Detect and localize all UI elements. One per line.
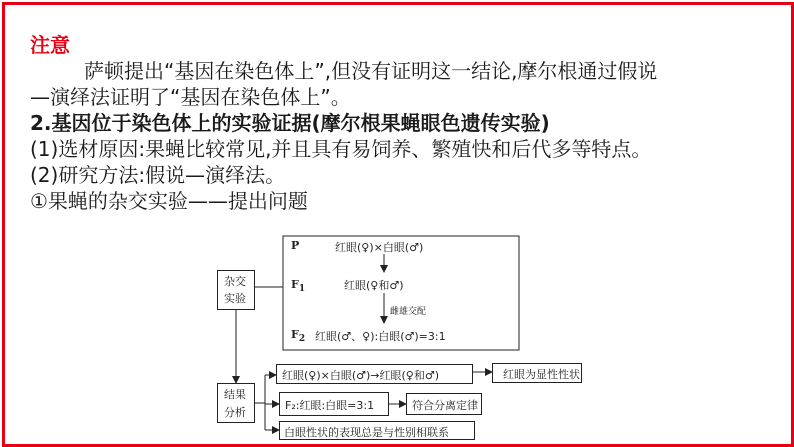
p-cross: 红眼(♀)×白眼(♂) (335, 241, 424, 254)
mating-note: 雌雄交配 (390, 307, 427, 317)
analysis-3: 白眼性状的表现总是与性别相联系 (284, 426, 449, 439)
f2-result: 红眼(♂、♀):白眼(♂)=3:1 (315, 330, 446, 343)
analysis-2: F₂:红眼:白眼=3:1 (285, 399, 375, 412)
item-research-method: (2)研究方法:假说—演绎法。 (30, 163, 286, 187)
conclusion-1: 红眼为显性性状 (503, 368, 580, 381)
result-label-1: 结果 (224, 388, 246, 401)
generation-f2: $F_2$ (291, 328, 306, 345)
sub-item-cross-experiment: ①果蝇的杂交实验——提出问题 (30, 189, 308, 213)
note-line-1: 萨顿提出“基因在染色体上”,但没有证明这一结论,摩尔根通过假说 (84, 59, 658, 83)
cross-label-2: 实验 (224, 292, 246, 305)
generation-p: P (291, 239, 300, 252)
result-label-2: 分析 (224, 406, 246, 419)
f1-result: 红眼(♀和♂) (344, 279, 404, 292)
note-title: 注意 (30, 33, 70, 57)
generation-f1: $F_1$ (291, 278, 306, 295)
analysis-1: 红眼(♀)×白眼(♂)→红眼(♀和♂) (282, 369, 440, 382)
item-selection-reason: (1)选材原因:果蝇比较常见,并且具有易饲养、繁殖快和后代多等特点。 (30, 137, 652, 161)
note-line-2: —演绎法证明了“基因在染色体上”。 (30, 85, 351, 109)
section-heading: 2.基因位于染色体上的实验证据(摩尔根果蝇眼色遗传实验) (30, 111, 550, 135)
conclusion-2: 符合分离定律 (412, 399, 478, 412)
cross-label-1: 杂交 (224, 275, 246, 288)
